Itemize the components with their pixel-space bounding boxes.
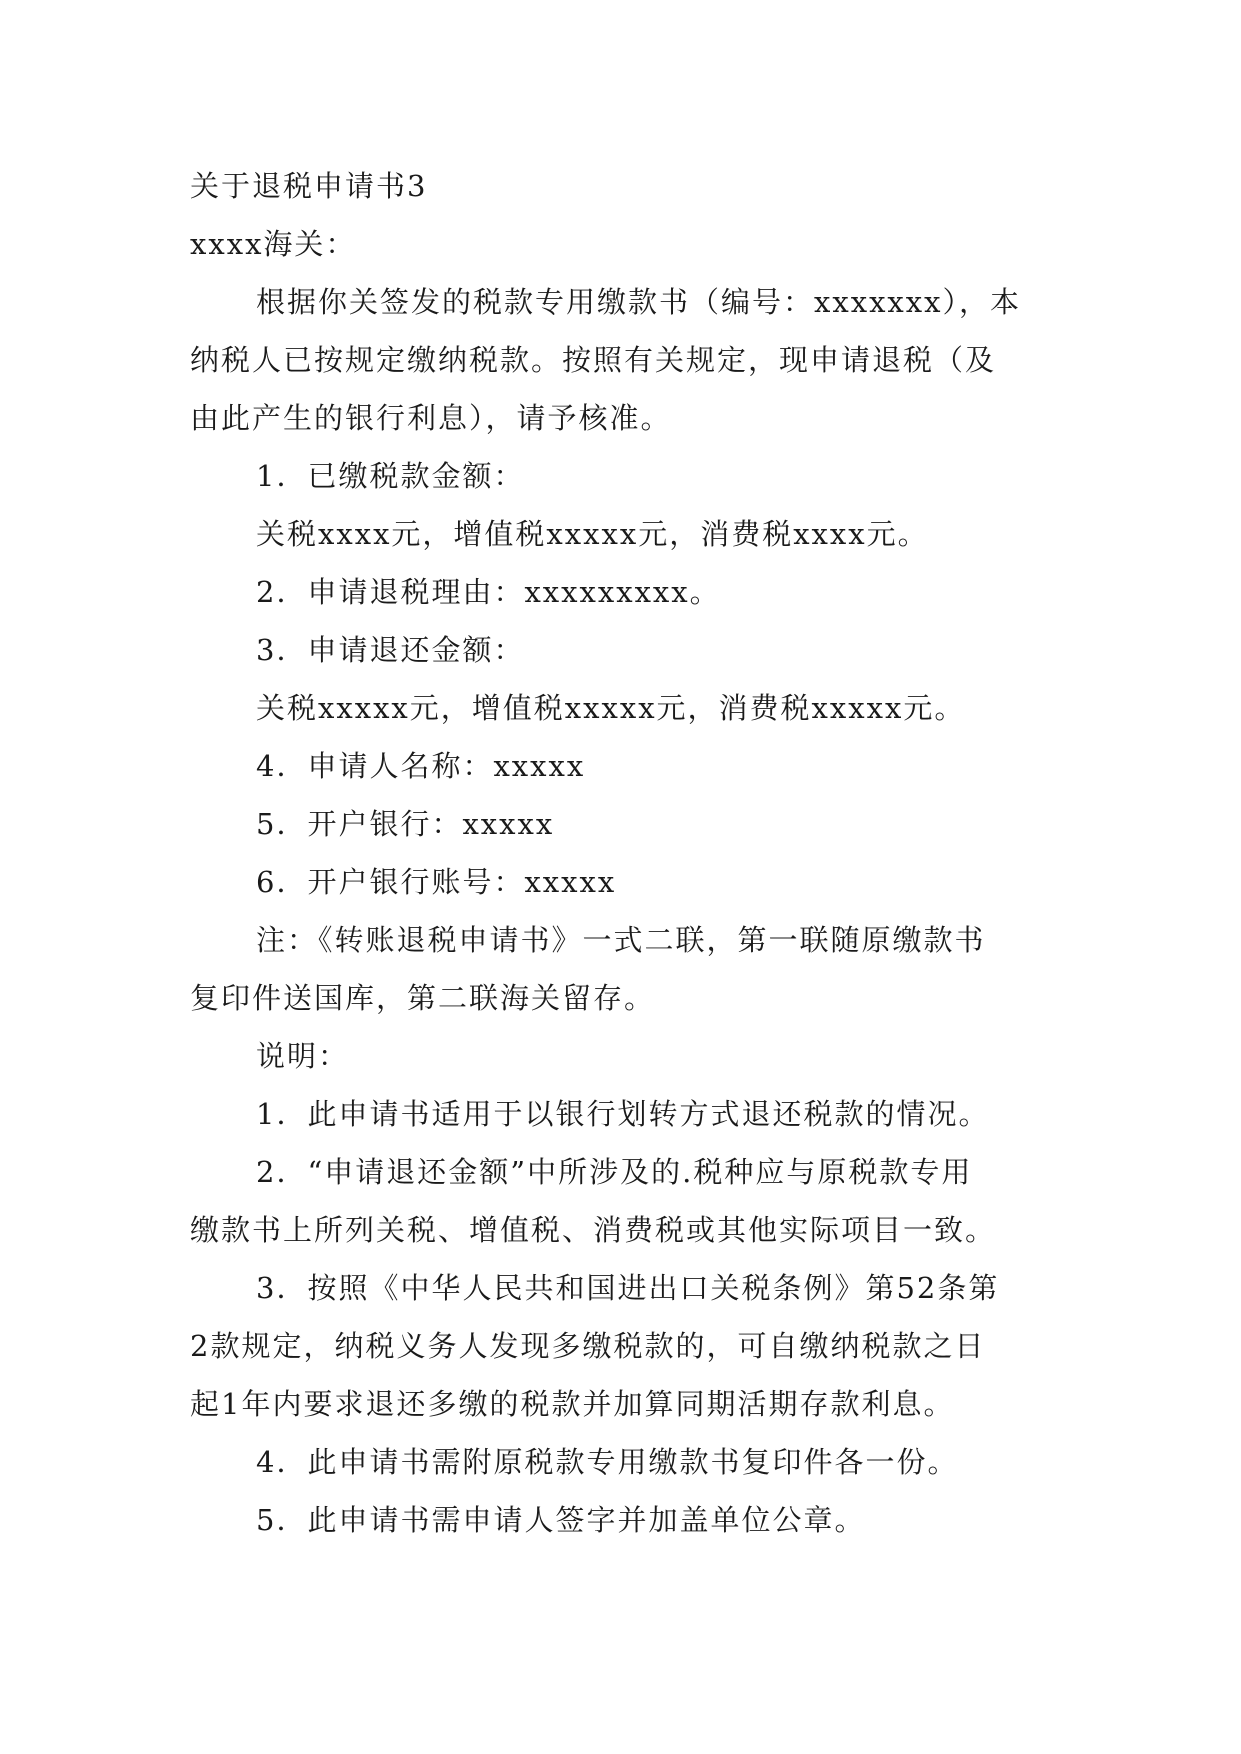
explanation-line: 4．此申请书需附原税款专用缴款书复印件各一份。: [256, 1445, 959, 1479]
body-line: 关税xxxx元，增值税xxxxx元，消费税xxxx元。: [256, 517, 929, 551]
body-line: 关税xxxxx元，增值税xxxxx元，消费税xxxxx元。: [256, 691, 966, 725]
item-heading: 3．申请退还金额：: [256, 633, 525, 667]
body-line: 纳税人已按规定缴纳税款。按照有关规定，现申请退税（及: [190, 343, 997, 377]
explanation-line: 起1年内要求退还多缴的税款并加算同期活期存款利息。: [190, 1387, 955, 1421]
item-heading: 2．申请退税理由：xxxxxxxxx。: [256, 575, 721, 609]
item-heading: 6．开户银行账号：xxxxx: [256, 865, 617, 899]
explanation-heading: 说明：: [256, 1039, 350, 1073]
item-heading: 4．申请人名称：xxxxx: [256, 749, 586, 783]
document-title: 关于退税申请书3: [190, 169, 428, 203]
explanation-line: 3．按照《中华人民共和国进出口关税条例》第52条第: [256, 1271, 1000, 1305]
note-line: 复印件送国库，第二联海关留存。: [190, 981, 656, 1015]
explanation-line: 5．此申请书需申请人签字并加盖单位公章。: [256, 1503, 866, 1537]
explanation-line: 缴款书上所列关税、增值税、消费税或其他实际项目一致。: [190, 1213, 997, 1247]
body-line: 由此产生的银行利息），请予核准。: [190, 401, 672, 435]
explanation-line: 2款规定，纳税义务人发现多缴税款的，可自缴纳税款之日: [190, 1329, 986, 1363]
explanation-line: 1．此申请书适用于以银行划转方式退还税款的情况。: [256, 1097, 990, 1131]
item-heading: 1．已缴税款金额：: [256, 459, 525, 493]
explanation-line: 2．“申请退还金额”中所涉及的.税种应与原税款专用: [256, 1155, 973, 1189]
addressee: xxxx海关：: [190, 227, 357, 261]
item-heading: 5．开户银行：xxxxx: [256, 807, 555, 841]
note-line: 注：《转账退税申请书》一式二联，第一联随原缴款书: [256, 923, 986, 957]
body-line: 根据你关签发的税款专用缴款书（编号：xxxxxxx），本: [256, 285, 1021, 319]
